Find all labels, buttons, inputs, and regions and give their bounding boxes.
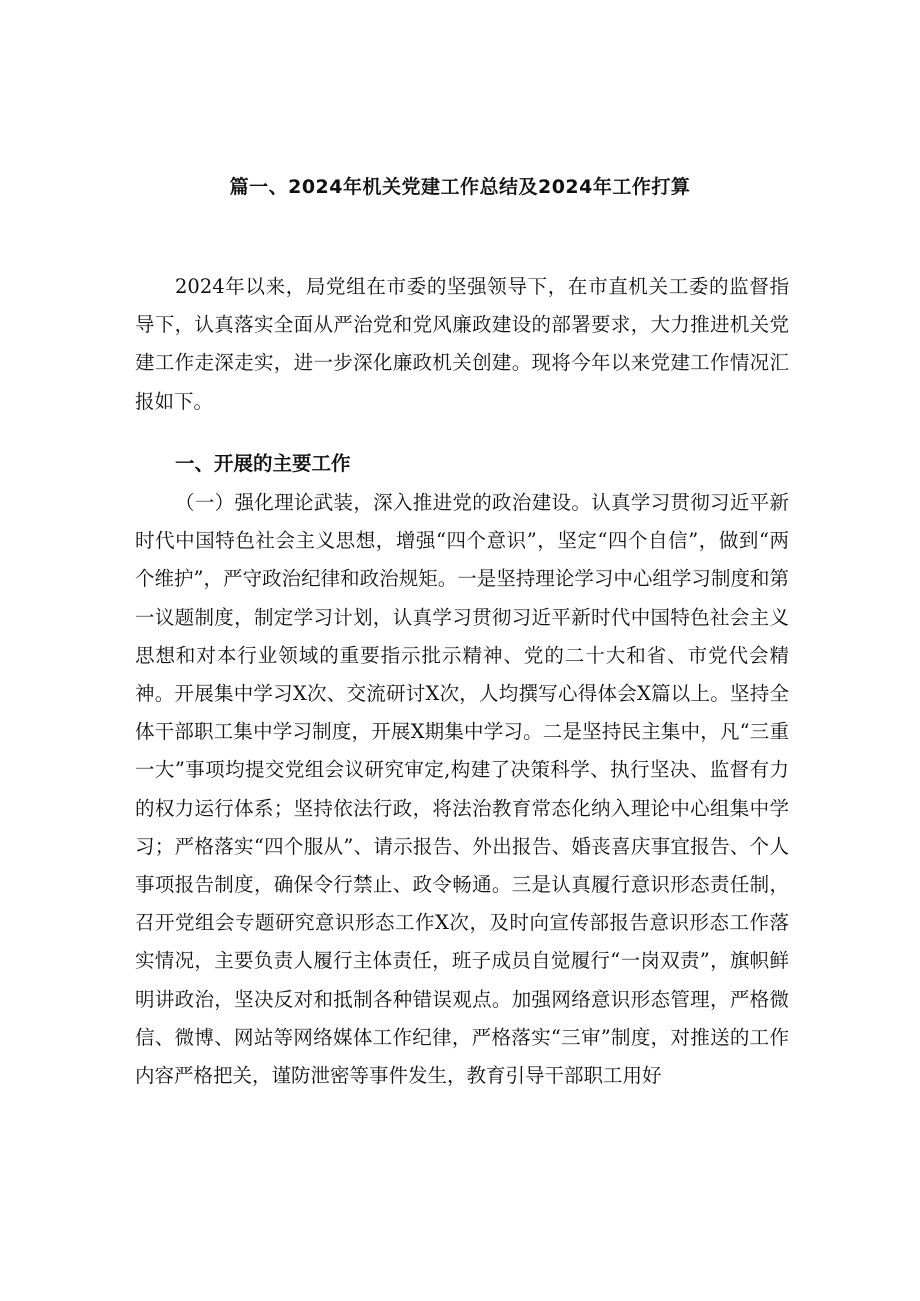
body-paragraph: （一）强化理论武装，深入推进党的政治建设。认真学习贯彻习近平新时代中国特色社会主义思想，增强“四个意识”，坚定“四个自信”，做到“两个维护”，严守政治纪律和政治规矩。一是坚持理论学习中心组学习制度和第一议题制度，制定学习计划，认真学习贯彻习近平新时代中国特色社会主义思想和对本行业领域的重要指示批示精神、党的二十大和省、市党代会精神。开展集中学习X次、交流研讨X次，人均撰写心得体会X篇以上。坚持全体干部职工集中学习制度，开展X期集中学习。二是坚持民主集中，凡“三重一大”事项均提交党组会议研究审定,构建了决策科学、执行坚决、监督有力的权力运行体系；坚持依法行政，将法治教育常态化纳入理论中心组集中学习；严格落实“四个服从”、请示报告、外出报告、婚丧喜庆事宜报告、个人事项报告制度，确保令行禁止、政令畅通。三是认真履行意识形态责任制，召开党组会专题研究意识形态工作X次，及时向宣传部报告意识形态工作落实情况，主要负责人履行主体责任，班子成员自觉履行“一岗双责”，旗帜鲜明讲政治，坚决反对和抵制各种错误观点。加强网络意识形态管理，严格微信、微博、网站等网络媒体工作纪律，严格落实“三审”制度，对推送的工作内容严格把关，谨防泄密等事件发生，教育引导干部职工用好 — [135, 491, 789, 1088]
intro-paragraph: 2024年以来，局党组在市委的坚强领导下，在市直机关工委的监督指导下，认真落实全面从严治党和党风廉政建设的部署要求，大力推进机关党建工作走深走实，进一步深化廉政机关创建。现将今年以来党建工作情况汇报如下。 — [135, 275, 789, 413]
section-heading: 一、开展的主要工作 — [175, 452, 351, 475]
document-title: 篇一、2024年机关党建工作总结及2024年工作打算 — [229, 176, 691, 198]
